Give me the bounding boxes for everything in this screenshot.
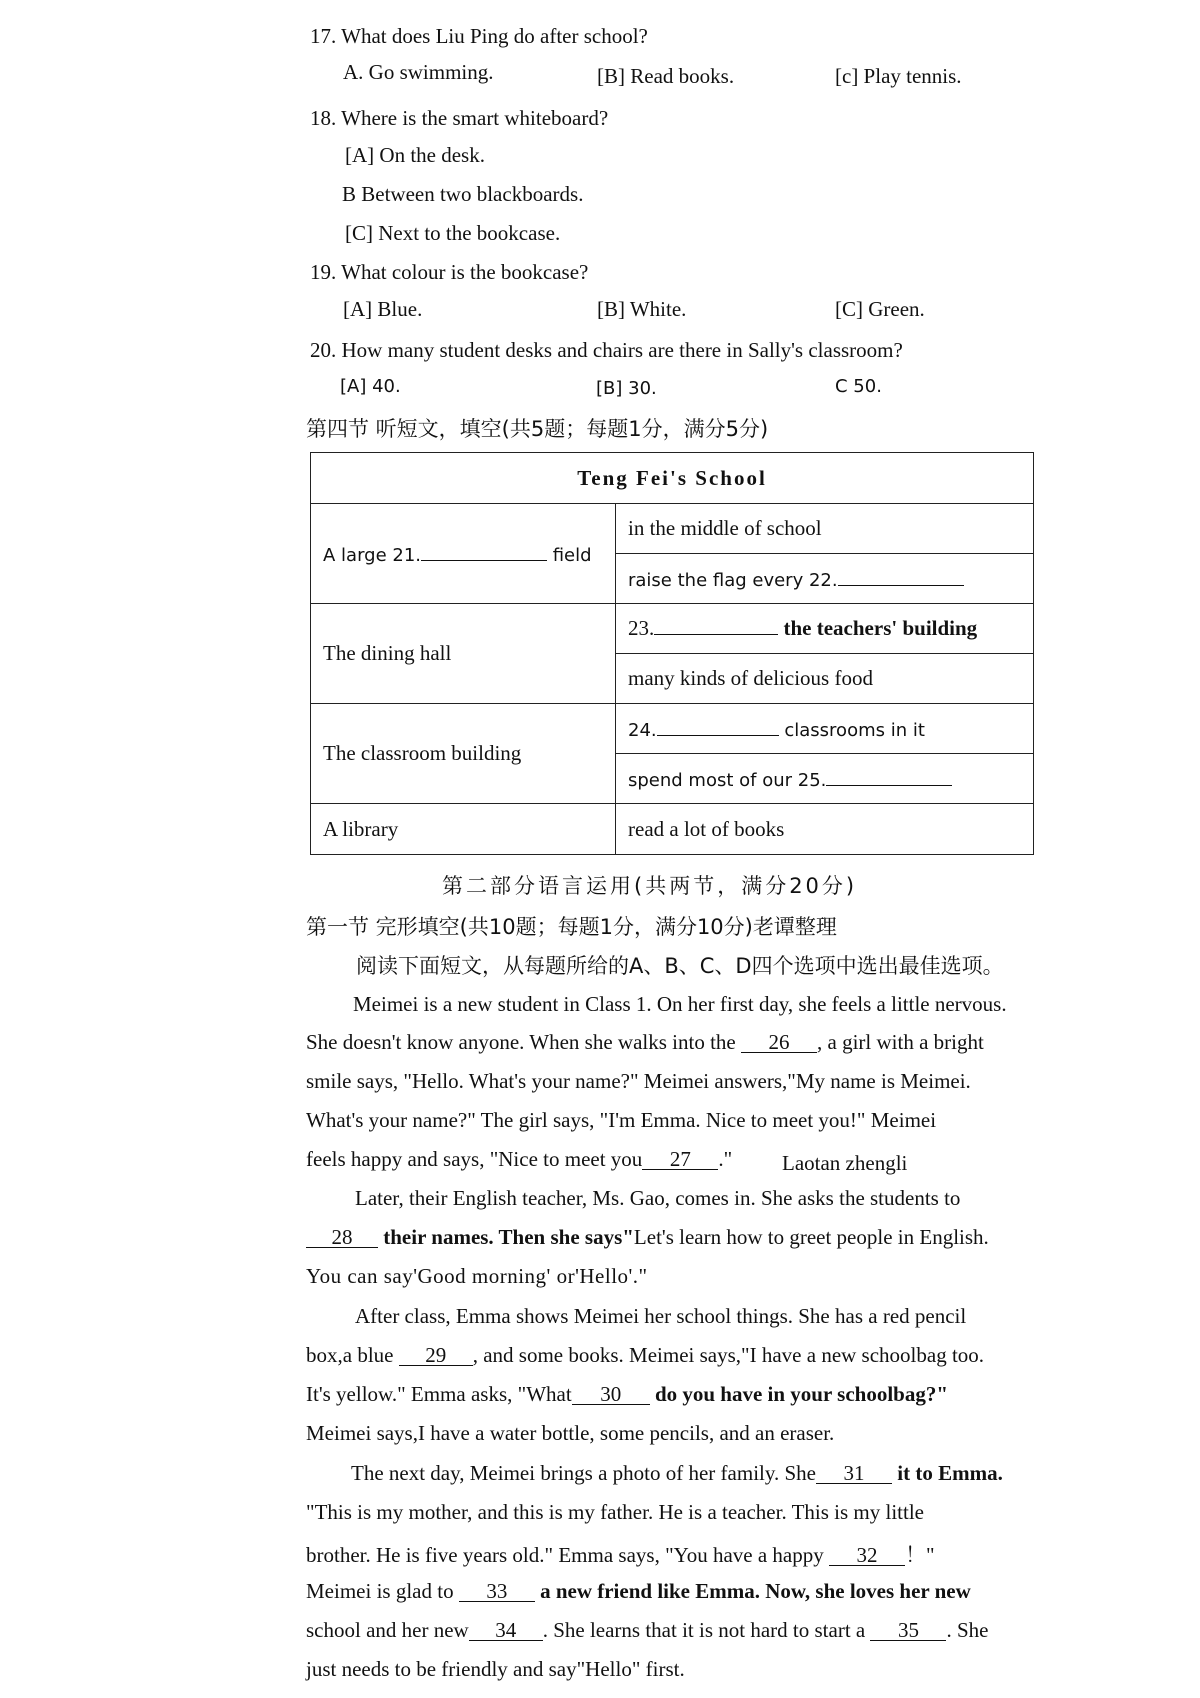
table-cell-24 [616,704,1034,754]
option-17-b: [B] Read books. [597,64,735,88]
passage-bold-text: a new friend like Emma. Now, she loves her new [534,1579,971,1603]
table-cell-25 [616,754,1034,804]
blank-33[interactable]: 33 [459,1581,535,1602]
passage-text: ." [718,1147,733,1171]
passage-text: ！" [905,1543,935,1567]
table-cell-library: A library [311,804,616,855]
spend-most-text: spend most of our 25. [628,769,827,791]
passage-text: feels happy and says, "Nice to meet you [306,1147,643,1171]
passage-text: school and her new [306,1618,469,1642]
table-cell-read-books: read a lot of books [616,804,1034,855]
passage-line: After class, Emma shows Meimei her school things. She has a red pencil [355,1304,967,1328]
passage-text: She doesn't know anyone. When she walks into the [306,1030,741,1054]
passage-text: , and some books. Meimei says,"I have a new schoolbag too. [472,1343,985,1367]
passage-text: brother. He is five years old." Emma says, "You have a happy [306,1543,829,1567]
passage-line [306,1539,935,1569]
classrooms-text: classrooms in it [778,719,925,741]
blank-31[interactable]: 31 [816,1463,892,1484]
blank-35[interactable]: 35 [870,1620,946,1641]
passage-line: Meimei says,I have a water bottle, some pencils, and an eraser. [306,1421,835,1445]
passage-line: Meimei is a new student in Class 1. On her first day, she feels a little nervous. [353,992,1007,1016]
passage-text: Let's learn how to greet people in English. [633,1225,989,1249]
question-17: 17. What does Liu Ping do after school? [310,24,648,48]
passage-text: It's yellow." Emma asks, "What [306,1382,572,1406]
watermark-text: Laotan zhengli [782,1151,908,1175]
blank-32[interactable]: 32 [829,1545,905,1566]
blank-23[interactable] [654,616,778,635]
option-20-b: [B] 30. [596,378,657,399]
option-19-b: [B] White. [597,297,687,321]
table-cell-23 [616,604,1034,654]
passage-line: Later, their English teacher, Ms. Gao, comes in. She asks the students to [355,1186,961,1210]
passage-line: smile says, "Hello. What's your name?" Meimei answers,"My name is Meimei. [306,1069,971,1093]
passage-line [306,1147,732,1172]
passage-line: just needs to be friendly and say"Hello" first. [306,1657,685,1681]
passage-bold-text: do you have in your schoolbag?" [649,1382,949,1406]
passage-bold-text: their names. Then she says" [378,1225,634,1249]
passage-line [306,1618,988,1643]
option-19-c: [C] Green. [835,297,925,321]
passage-text: box,a blue [306,1343,399,1367]
option-17-a: A. Go swimming. [343,60,494,84]
passage-text: Meimei is glad to [306,1579,459,1603]
table-cell-field [311,504,616,604]
passage-bold-text: it to Emma. [892,1461,1003,1485]
field-label-pre: A large 21. [323,544,421,566]
field-label-post: field [547,544,592,566]
table-cell-classroom-building: The classroom building [311,704,616,804]
option-20-a: [A] 40. [340,376,401,397]
blank-21[interactable] [421,542,547,561]
num-24: 24. [628,719,657,741]
question-20: 20. How many student desks and chairs are there in Sally's classroom? [310,338,903,362]
table-cell-raise-flag [616,554,1034,604]
passage-line: You can say'Good morning' or'Hello'." [306,1264,648,1288]
passage-text: The next day, Meimei brings a photo of her family. She [351,1461,816,1485]
teng-fei-school-table [310,452,1034,855]
blank-29[interactable]: 29 [399,1345,473,1366]
passage-line [306,1225,989,1250]
blank-30[interactable]: 30 [572,1384,650,1405]
table-cell-delicious-food: many kinds of delicious food [616,654,1034,704]
section4-heading: 第四节 听短文，填空(共5题；每题1分，满分5分) [306,417,769,441]
num-23: 23. [628,616,655,640]
blank-26[interactable]: 26 [741,1032,817,1053]
table-cell-middle-of-school: in the middle of school [616,504,1034,554]
question-18: 18. Where is the smart whiteboard? [310,106,609,130]
passage-line [306,1579,971,1604]
option-18-c: [C] Next to the bookcase. [345,221,561,245]
option-17-c: [c] Play tennis. [835,64,962,88]
passage-line: "This is my mother, and this is my father. He is a teacher. This is my little [306,1500,925,1524]
passage-line: What's your name?" The girl says, "I'm Emma. Nice to meet you!" Meimei [306,1108,937,1132]
instruction: 阅读下面短文，从每题所给的A、B、C、D四个选项中选出最佳选项。 [356,954,1004,978]
option-20-c: C 50. [835,376,882,397]
passage-line [351,1461,1003,1486]
blank-22[interactable] [838,567,964,586]
blank-27[interactable]: 27 [642,1149,718,1170]
table-cell-dining-hall: The dining hall [311,604,616,704]
passage-text: , a girl with a bright [817,1030,984,1054]
option-19-a: [A] Blue. [343,297,423,321]
teachers-building-text: the teachers' building [778,616,978,640]
passage-text: . She [946,1618,989,1642]
passage-line [306,1382,948,1407]
passage-line [306,1343,984,1368]
raise-flag-text: raise the flag every 22. [628,569,838,591]
passage-line [306,1030,984,1055]
section1-heading: 第一节 完形填空(共10题；每题1分，满分10分)老谭整理 [306,915,837,939]
table-title: Teng Fei's School [311,453,1034,504]
blank-28[interactable]: 28 [306,1227,378,1248]
blank-34[interactable]: 34 [469,1620,543,1641]
blank-24[interactable] [657,717,779,736]
passage-text: . She learns that it is not hard to start a [542,1618,871,1642]
part2-heading: 第二部分语言运用(共两节，满分20分) [442,874,858,898]
blank-25[interactable] [826,767,952,786]
question-19: 19. What colour is the bookcase? [310,260,589,284]
option-18-a: [A] On the desk. [345,143,485,167]
option-18-b: B Between two blackboards. [342,182,584,206]
